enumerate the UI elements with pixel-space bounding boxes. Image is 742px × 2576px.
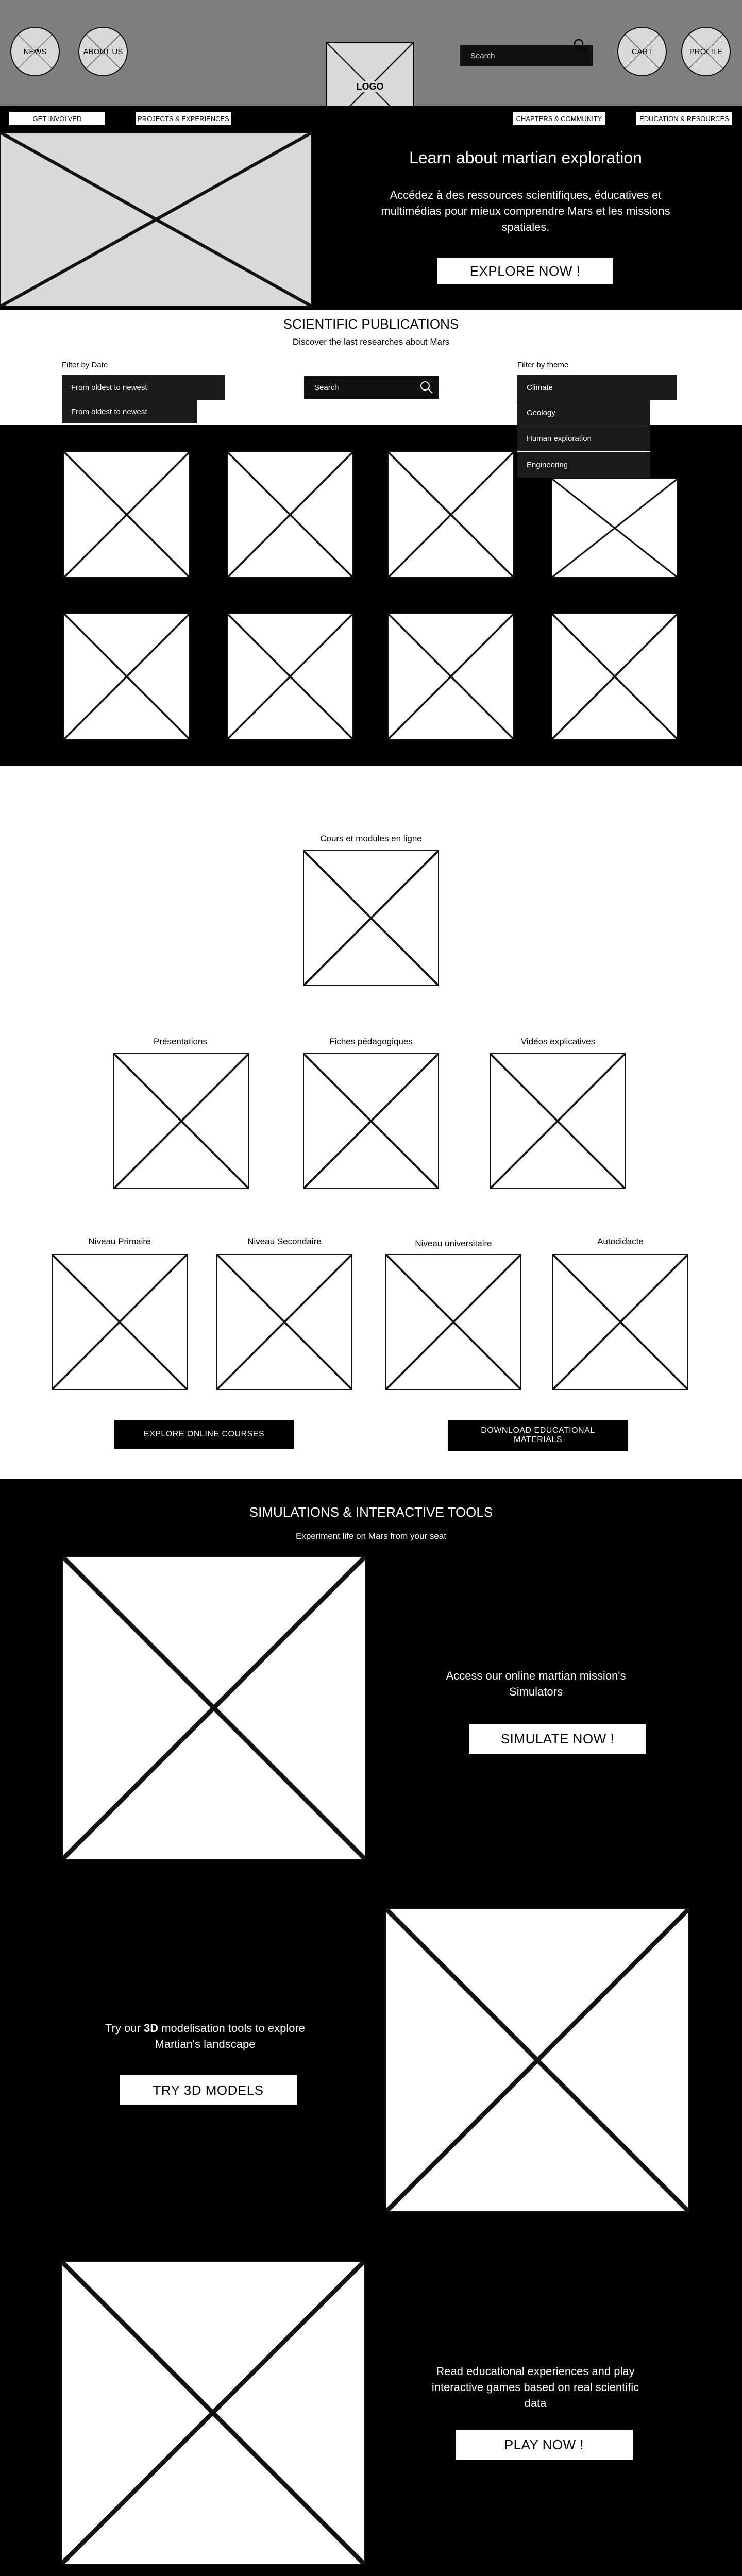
nav-circle-label: NEWS (23, 47, 47, 56)
placeholder-x-icon (491, 1054, 625, 1188)
resource-card[interactable] (113, 1053, 249, 1189)
filter-theme-option[interactable] (517, 426, 650, 451)
level-label: Autodidacte (597, 1236, 644, 1246)
nav-projects[interactable]: PROJECTS & EXPERIENCES (135, 111, 232, 126)
publication-card[interactable] (63, 451, 190, 578)
level-card[interactable] (216, 1254, 352, 1390)
placeholder-x-icon (553, 1255, 687, 1389)
level-card[interactable] (552, 1254, 688, 1390)
models-3d-text-bold: 3D (143, 2022, 159, 2035)
play-now-button[interactable]: PLAY NOW ! (456, 2430, 633, 2460)
models-3d-text (81, 2021, 329, 2053)
hero-cta-button[interactable]: EXPLORE NOW ! (437, 258, 613, 284)
try-3d-models-button[interactable]: TRY 3D MODELS (120, 2075, 297, 2105)
filter-theme-option-label: Geology (527, 409, 555, 417)
publication-card[interactable] (63, 613, 190, 740)
resource-card[interactable] (490, 1053, 626, 1189)
courses-top-label: Cours et modules en ligne (320, 834, 422, 843)
publications-title: SCIENTIFIC PUBLICATIONS (283, 316, 459, 332)
level-card[interactable] (385, 1254, 521, 1390)
courses-top-image[interactable] (303, 850, 439, 986)
header-search[interactable] (460, 45, 593, 66)
models-3d-image[interactable] (385, 1908, 689, 2212)
nav-circle-label: PROFILE (689, 47, 723, 56)
publications-search[interactable] (304, 376, 439, 399)
placeholder-x-icon (64, 614, 189, 739)
search-icon (418, 379, 435, 396)
publication-card[interactable] (387, 613, 514, 740)
publication-card[interactable] (387, 451, 514, 578)
filter-theme-label: Filter by theme (517, 361, 569, 369)
placeholder-x-icon (53, 1255, 187, 1389)
nav-circle-news[interactable] (10, 27, 60, 76)
filter-theme-option-label: Human exploration (527, 434, 592, 443)
resource-label: Présentations (154, 1037, 207, 1046)
filter-date-select[interactable] (62, 375, 225, 400)
filter-theme-value: Climate (527, 383, 553, 392)
placeholder-x-icon (552, 614, 677, 739)
simulations-title: SIMULATIONS & INTERACTIVE TOOLS (249, 1504, 493, 1520)
simulator-image[interactable] (62, 1556, 366, 1860)
search-placeholder: Search (470, 51, 495, 60)
level-label: Niveau Secondaire (247, 1236, 322, 1246)
placeholder-x-icon (389, 614, 513, 739)
games-image[interactable] (61, 2261, 365, 2565)
publication-card[interactable] (227, 451, 353, 578)
filter-date-label: Filter by Date (62, 361, 108, 369)
placeholder-x-icon (217, 1255, 351, 1389)
resource-card[interactable] (303, 1053, 439, 1189)
placeholder-x-icon (228, 452, 352, 577)
simulator-text: Access our online martian mission's Simulators (446, 1669, 626, 1698)
games-text: Read educational experiences and play interactive games based on real scientific data (431, 2365, 639, 2410)
level-card[interactable] (52, 1254, 188, 1390)
nav-circle-cart[interactable] (617, 27, 667, 76)
publication-card[interactable] (227, 613, 353, 740)
filter-theme-select[interactable] (517, 375, 677, 400)
placeholder-x-icon (1, 133, 311, 306)
level-label: Niveau universitaire (415, 1239, 492, 1248)
download-materials-button[interactable]: DOWNLOAD EDUCATIONAL MATERIALS (448, 1420, 628, 1451)
simulate-now-button[interactable]: SIMULATE NOW ! (469, 1724, 646, 1754)
search-icon (572, 37, 588, 54)
explore-courses-button[interactable]: EXPLORE ONLINE COURSES (114, 1420, 294, 1449)
publications-subtitle: Discover the last researches about Mars (292, 337, 450, 347)
resource-label: Vidéos explicatives (520, 1037, 596, 1046)
nav-circle-label: ABOUT US (83, 47, 123, 56)
models-3d-text-pre: Try our (105, 2022, 144, 2035)
filter-theme-option[interactable] (517, 400, 650, 426)
placeholder-x-icon (62, 2262, 364, 2564)
filter-date-option[interactable] (62, 400, 197, 423)
placeholder-x-icon (64, 452, 189, 577)
hero-description: Accédez à des ressources scientifiques, éducatives et multimédias pour mieux comprendre Mars et les missions spatiales. (381, 189, 670, 233)
resource-label: Fiches pédagogiques (329, 1037, 413, 1046)
hero-title: Learn about martian exploration (409, 148, 642, 167)
publication-card[interactable] (551, 613, 678, 740)
hero-image (0, 132, 312, 307)
filter-theme-option[interactable] (517, 451, 650, 478)
level-label: Niveau Primaire (88, 1236, 151, 1246)
placeholder-x-icon (304, 851, 438, 985)
nav-chapters[interactable]: CHAPTERS & COMMUNITY (512, 111, 606, 126)
placeholder-x-icon (552, 479, 677, 577)
simulations-subtitle: Experiment life on Mars from your seat (296, 1531, 446, 1541)
filter-theme-option-label: Engineering (527, 461, 568, 469)
filter-date-option-label: From oldest to newest (71, 408, 147, 416)
nav-circle-about[interactable] (78, 27, 128, 76)
placeholder-x-icon (389, 452, 513, 577)
placeholder-x-icon (63, 1557, 365, 1859)
placeholder-x-icon (228, 614, 352, 739)
placeholder-x-icon (304, 1054, 438, 1188)
placeholder-x-icon (386, 1909, 688, 2211)
nav-get-involved[interactable]: GET INVOLVED (9, 111, 106, 126)
filter-date-value: From oldest to newest (71, 383, 147, 392)
logo-text: LOGO (352, 81, 388, 92)
placeholder-x-icon (386, 1255, 520, 1389)
nav-education[interactable]: EDUCATION & RESOURCES (636, 111, 733, 126)
placeholder-x-icon (114, 1054, 248, 1188)
publication-card[interactable] (551, 478, 678, 578)
nav-circle-label: CART (631, 47, 653, 56)
models-3d-text-post: modelisation tools to explore Martian's landscape (155, 2022, 306, 2050)
search-placeholder: Search (314, 383, 339, 392)
nav-circle-profile[interactable] (681, 27, 731, 76)
